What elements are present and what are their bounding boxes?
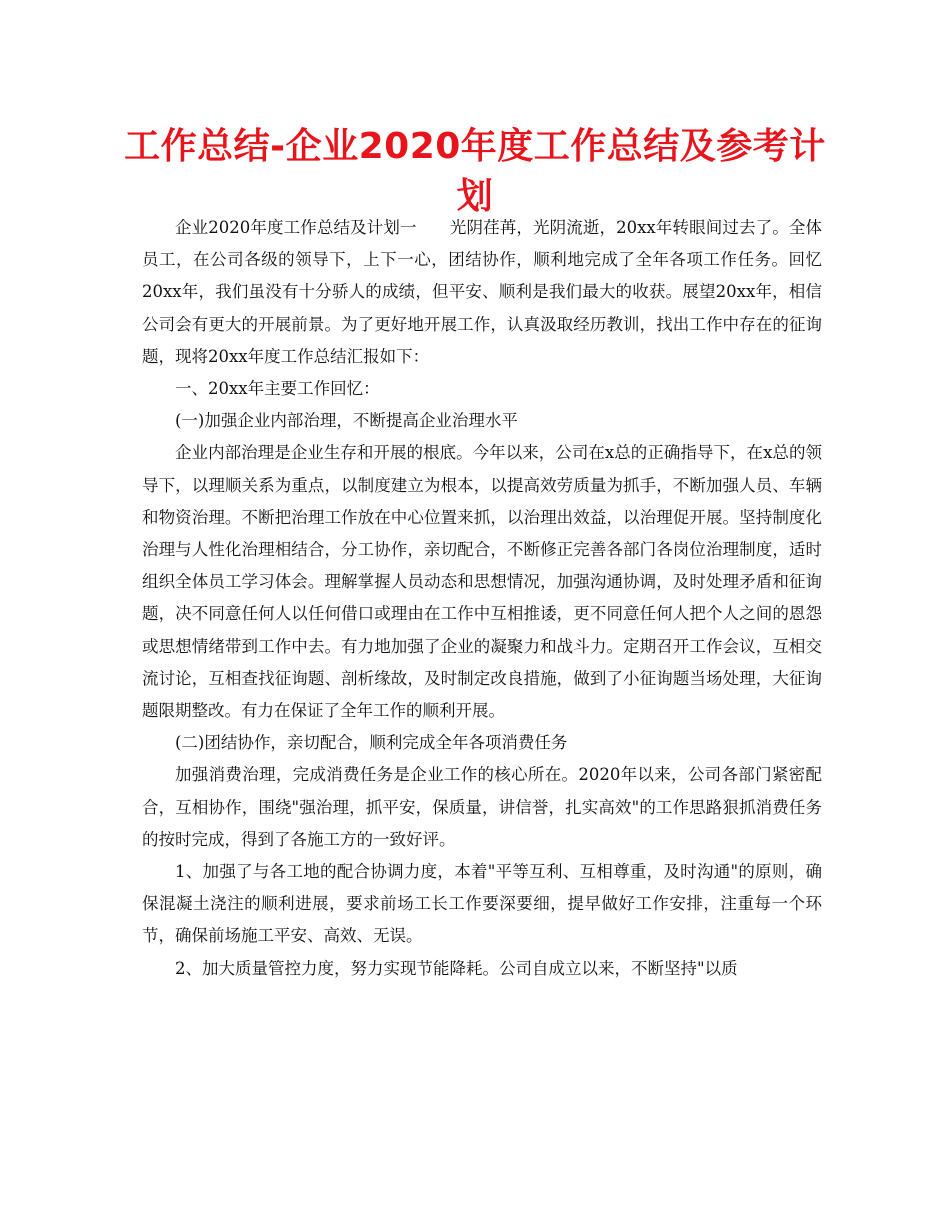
- paragraph-item-1: 1、加强了与各工地的配合协调力度，本着"平等互利、互相尊重，及时沟通"的原则，确保混凝土浇注的顺利进展，要求前场工长工作要深要细，提早做好工作安排，注重每一个环节，确保前场施工平安、高效、无误。: [142, 862, 822, 946]
- subsection-heading-1: (一)加强企业内部治理，不断提高企业治理水平: [175, 411, 518, 431]
- paragraph-management: 企业内部治理是企业生存和开展的根底。今年以来，公司在x总的正确指导下，在x总的领导下，以理顺关系为重点，以制度建立为根本，以提高效劳质量为抓手，不断加强人员、车辆和物资治理。不断把治理工作放在中心位置来抓，以治理出效益，以治理促开展。坚持制度化治理与人性化治理相结合，分工协作，亲切配合，不断修正完善各部门各岗位治理制度，适时组织全体员工学习体会。理解掌握人员动态和思想情况，加强沟通协调，及时处理矛盾和征询题，决不同意任何人以任何借口或理由在工作中互相推诿，更不同意任何人把个人之间的恩怨或思想情绪带到工作中去。有力地加强了企业的凝聚力和战斗力。定期召开工作会议，互相交流讨论，互相查找征询题、剖析缘故，及时制定改良措施，做到了小征询题当场处理，大征询题限期整改。有力在保证了全年工作的顺利开展。: [142, 443, 822, 721]
- paragraph-production: 加强消费治理，完成消费任务是企业工作的核心所在。2020年以来，公司各部门紧密配合，互相协作，围绕"强治理，抓平安，保质量，讲信誉，扎实高效"的工作思路狠抓消费任务的按时完成，得到了各施工方的一致好评。: [142, 765, 822, 849]
- document-body: [142, 212, 822, 985]
- subsection-heading-2: (二)团结协作，亲切配合，顺利完成全年各项消费任务: [175, 733, 568, 753]
- document-title: 工作总结-企业2020年度工作总结及参考计划: [124, 126, 826, 217]
- section-heading-1: 一、20xx年主要工作回忆：: [175, 379, 380, 399]
- paragraph-item-2: 2、加大质量管控力度，努力实现节能降耗。公司自成立以来，不断坚持"以质: [175, 958, 738, 978]
- paragraph-intro: 企业2020年度工作总结及计划一 光阴荏苒，光阴流逝，20xx年转眼间过去了。全体员工，在公司各级的领导下，上下一心，团结协作，顺利地完成了全年各项工作任务。回忆20xx年，我们虽没有十分骄人的成绩，但平安、顺利是我们最大的收获。展望20xx年，相信公司会有更大的开展前景。为了更好地开展工作，认真汲取经历教训，找出工作中存在的征询题，现将20xx年度工作总结汇报如下：: [142, 218, 822, 366]
